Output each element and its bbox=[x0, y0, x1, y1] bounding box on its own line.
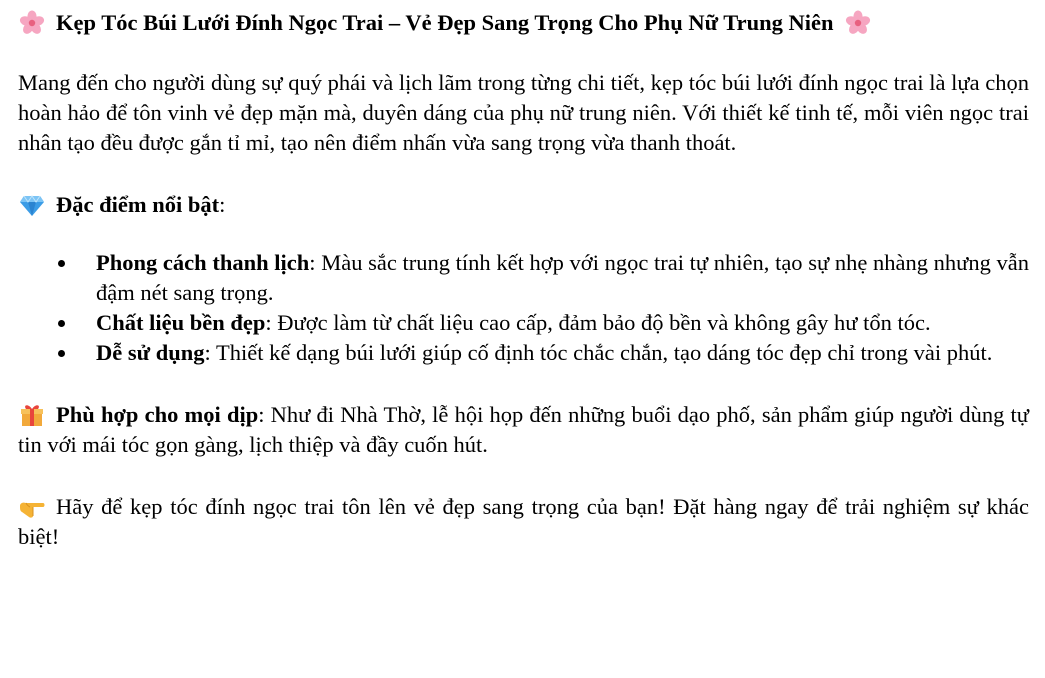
list-item bbox=[18, 248, 1029, 308]
feature-label: Chất liệu bền đẹp bbox=[96, 310, 266, 335]
feature-label: Phong cách thanh lịch bbox=[96, 250, 310, 275]
list-item bbox=[18, 338, 1029, 368]
title-line bbox=[18, 8, 1029, 38]
cherry-blossom-icon bbox=[18, 10, 46, 36]
cherry-blossom-icon bbox=[844, 10, 872, 36]
feature-text: : Thiết kế dạng búi lưới giúp cố định tóc chắc chắn, tạo dáng tóc đẹp chỉ trong vài phút. bbox=[204, 340, 993, 365]
occasion-label: Phù hợp cho mọi dịp bbox=[56, 402, 259, 427]
list-item bbox=[18, 308, 1029, 338]
feature-text: : Màu sắc trung tính kết hợp với ngọc trai tự nhiên, tạo sự nhẹ nhàng nhưng vẫn đậm nét sang trọng. bbox=[96, 250, 1029, 305]
gem-icon bbox=[18, 193, 46, 219]
pointing-hand-icon bbox=[18, 495, 46, 521]
occasion-paragraph bbox=[18, 400, 1029, 460]
cta-paragraph bbox=[18, 492, 1029, 552]
bullet-icon bbox=[58, 260, 65, 267]
occasion-text: : Như đi Nhà Thờ, lễ hội họp đến những buổi dạo phố, sản phẩm giúp người dùng tự tin với mái tóc gọn gàng, lịch thiệp và đầy cuốn hút. bbox=[18, 402, 1029, 457]
feature-label: Dễ sử dụng bbox=[96, 340, 205, 365]
gift-icon bbox=[18, 402, 46, 428]
page-title: Kẹp Tóc Búi Lưới Đính Ngọc Trai – Vẻ Đẹp Sang Trọng Cho Phụ Nữ Trung Niên bbox=[56, 10, 834, 35]
bullet-icon bbox=[58, 320, 65, 327]
features-heading-suffix: : bbox=[219, 192, 226, 217]
intro-paragraph: Mang đến cho người dùng sự quý phái và lịch lãm trong từng chi tiết, kẹp tóc búi lưới đính ngọc trai là lựa chọn hoàn hảo để tôn vinh vẻ đẹp mặn mà, duyên dáng của phụ nữ trung niên. Với thiết kế tinh tế, mỗi viên ngọc trai nhân tạo đều được gắn tỉ mỉ, tạo nên điểm nhấn vừa sang trọng vừa thanh thoát. bbox=[18, 70, 1029, 155]
feature-text: : Được làm từ chất liệu cao cấp, đảm bảo độ bền và không gây hư tổn tóc. bbox=[265, 310, 931, 335]
bullet-icon bbox=[58, 350, 65, 357]
features-list bbox=[18, 248, 1029, 368]
features-heading-label: Đặc điểm nổi bật bbox=[56, 192, 220, 217]
features-heading bbox=[18, 190, 1029, 220]
cta-text: Hãy để kẹp tóc đính ngọc trai tôn lên vẻ đẹp sang trọng của bạn! Đặt hàng ngay để trải nghiệm sự khác biệt! bbox=[18, 494, 1029, 549]
